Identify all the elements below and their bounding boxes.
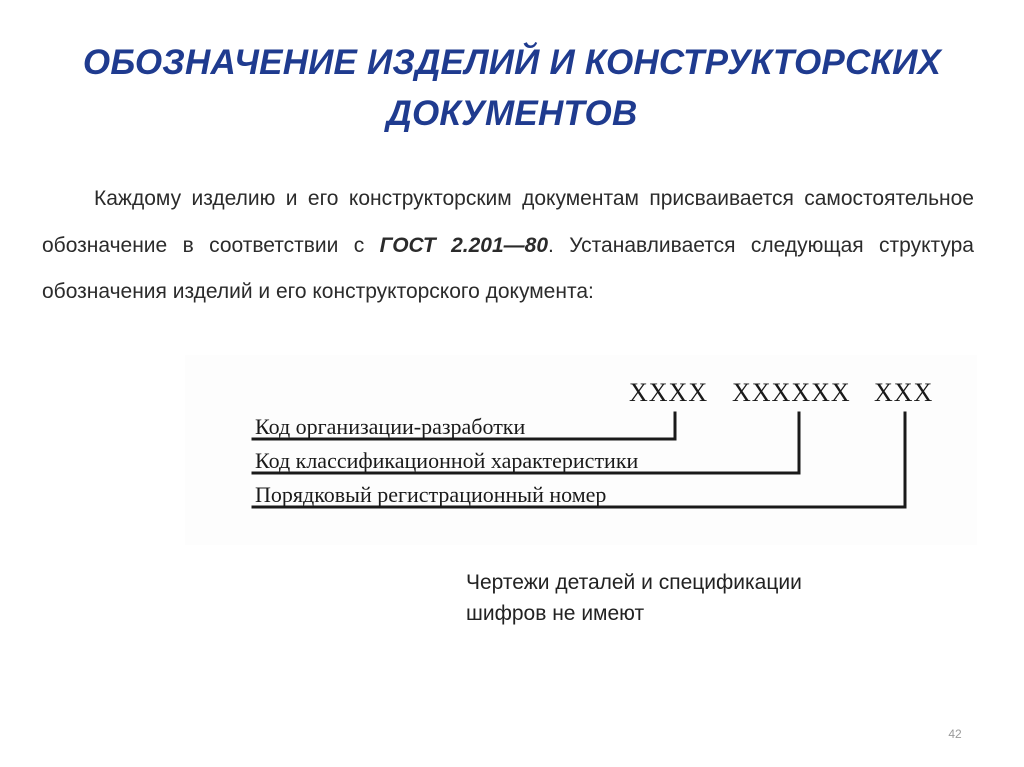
note-text [466,567,936,629]
label-organization-code: Код организации-разработки [255,414,526,439]
slide-title-line-2: ДОКУМЕНТОВ [386,94,638,134]
designation-structure-diagram [185,355,977,545]
label-classification-code: Код классификационной характеристики [255,448,639,473]
code-group-organization: XXXX [629,378,709,407]
label-registration-number: Порядковый регистрационный номер [255,482,607,507]
gost-reference: ГОСТ 2.201—80 [379,233,549,257]
note-line-2: шифров не имеют [466,602,645,625]
code-group-classification: XXXXXX [732,378,851,407]
paragraph-text-after: . Устанавливается следующая структура обозначения изделий и его конструкторского документа: [42,233,974,303]
slide-title-line-1: ОБОЗНАЧЕНИЕ ИЗДЕЛИЙ И КОНСТРУКТОРСКИХ [82,43,942,83]
body-paragraph [42,176,974,316]
note-line-1: Чертежи деталей и спецификации [466,571,802,594]
slide-title [20,37,1004,139]
code-group-registration: XXX [874,378,934,407]
page-number: 42 [948,727,962,741]
paragraph-text-before: Каждому изделию и его конструкторским документам присваивается самостоятельное обозначение в соответствии с [42,187,974,257]
